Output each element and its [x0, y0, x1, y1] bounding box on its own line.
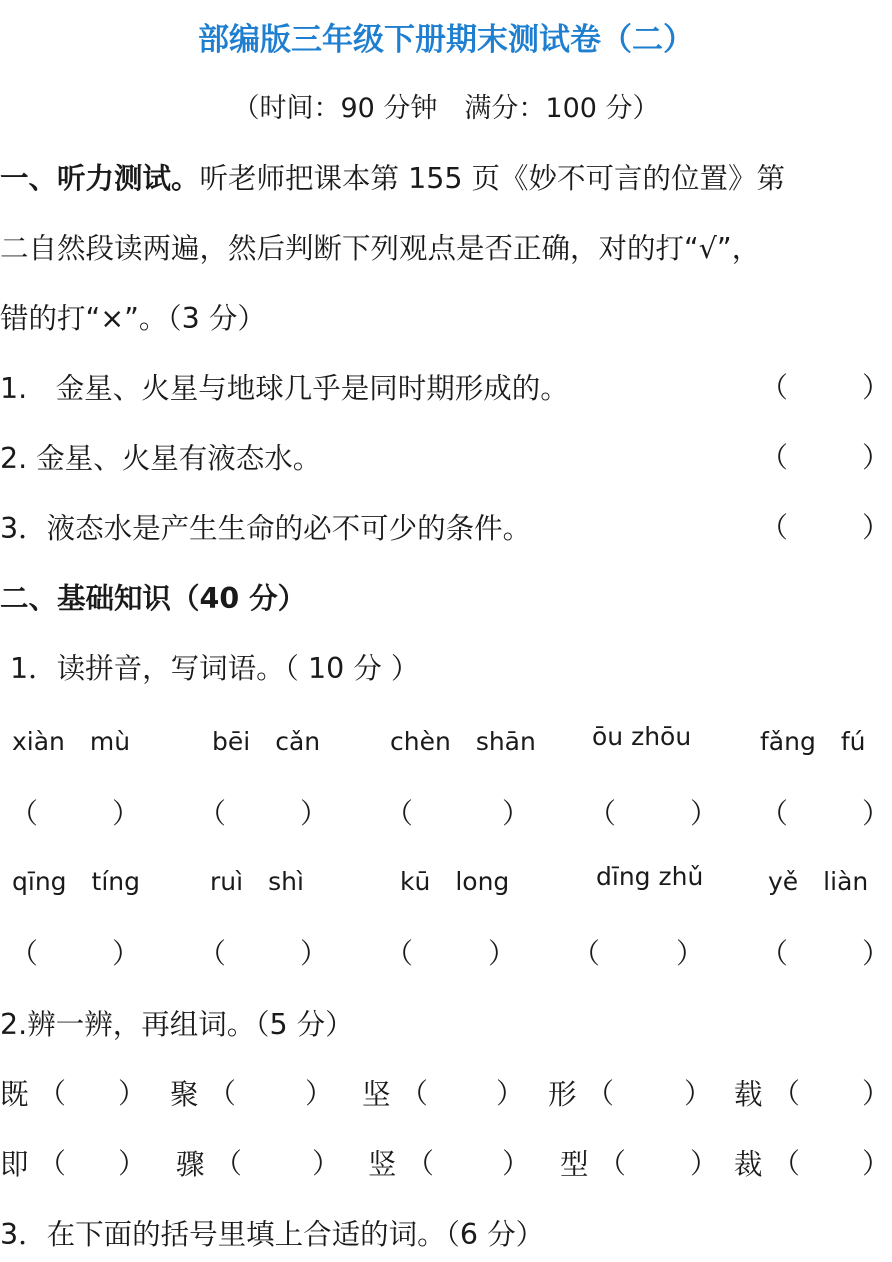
blank-open: （	[38, 1147, 67, 1180]
blank-open: （	[588, 797, 617, 830]
blank-close: ）	[112, 937, 141, 970]
blank-open: （	[10, 937, 39, 970]
blank-close: ）	[676, 937, 705, 970]
char-item: 聚	[170, 1078, 199, 1111]
char-item: 竖	[368, 1148, 397, 1181]
blank-open: （	[760, 797, 789, 830]
section2-heading: 二、基础知识（40 分）	[0, 582, 307, 615]
char-item: 既	[0, 1078, 29, 1111]
blank-close: ）	[305, 1077, 334, 1110]
pinyin-2: bēi cǎn	[212, 727, 321, 756]
blank-close: ）	[300, 797, 329, 830]
answer-open-3: （	[760, 511, 789, 544]
answer-open-1: （	[760, 371, 789, 404]
char-item: 骤	[176, 1148, 205, 1181]
blank-open: （	[198, 797, 227, 830]
blank-close: ）	[862, 1077, 891, 1110]
section1-text3: 错的打“×”。（3 分）	[0, 302, 266, 335]
blank-close: ）	[862, 797, 891, 830]
char-item: 型	[560, 1148, 589, 1181]
blank-close: ）	[862, 1147, 891, 1180]
blank-close: ）	[862, 937, 891, 970]
answer-close-3: ）	[862, 511, 891, 544]
blank-open: （	[214, 1147, 243, 1180]
blank-close: ）	[502, 797, 531, 830]
blank-open: （	[198, 937, 227, 970]
blank-open: （	[572, 937, 601, 970]
blank-open: （	[400, 1077, 429, 1110]
exam-info: （时间：90 分钟 满分：100 分）	[232, 93, 660, 124]
char-item: 裁	[734, 1148, 763, 1181]
blank-close: ）	[690, 797, 719, 830]
blank-open: （	[760, 937, 789, 970]
pinyin-9: dīng zhǔ	[596, 862, 704, 891]
answer-close-2: ）	[862, 441, 891, 474]
section1-text1: 听老师把课本第 155 页《妙不可言的位置》第	[199, 162, 786, 195]
blank-open: （	[38, 1077, 67, 1110]
blank-close: ）	[118, 1147, 147, 1180]
blank-open: （	[208, 1077, 237, 1110]
char-item: 即	[0, 1148, 29, 1181]
blank-close: ）	[690, 1147, 719, 1180]
blank-open: （	[772, 1147, 801, 1180]
answer-close-1: ）	[862, 371, 891, 404]
pinyin-3: chèn shān	[390, 727, 536, 756]
char-item: 坚	[362, 1078, 391, 1111]
char-item: 形	[548, 1078, 577, 1111]
blank-close: ）	[300, 937, 329, 970]
question-1: 1．读拼音，写词语。（ 10 分 ）	[10, 652, 420, 685]
answer-open-2: （	[760, 441, 789, 474]
blank-open: （	[406, 1147, 435, 1180]
blank-close: ）	[488, 937, 517, 970]
blank-open: （	[385, 937, 414, 970]
pinyin-6: qīng tíng	[12, 867, 140, 896]
listening-item-3: 3．液态水是产生生命的必不可少的条件。	[0, 512, 532, 545]
blank-close: ）	[496, 1077, 525, 1110]
section1-text2: 二自然段读两遍，然后判断下列观点是否正确，对的打“√”，	[0, 232, 761, 265]
pinyin-1: xiàn mù	[12, 727, 131, 756]
blank-open: （	[772, 1077, 801, 1110]
pinyin-8: kū long	[400, 867, 510, 896]
blank-close: ）	[118, 1077, 147, 1110]
pinyin-5: fǎng fú	[760, 727, 866, 756]
blank-close: ）	[502, 1147, 531, 1180]
question-3: 3．在下面的括号里填上合适的词。（6 分）	[0, 1218, 545, 1251]
blank-open: （	[598, 1147, 627, 1180]
listening-item-2: 2. 金星、火星有液态水。	[0, 442, 322, 475]
blank-close: ）	[684, 1077, 713, 1110]
char-item: 载	[734, 1078, 763, 1111]
blank-open: （	[10, 797, 39, 830]
page-title: 部编版三年级下册期末测试卷（二）	[198, 22, 694, 58]
blank-close: ）	[112, 797, 141, 830]
pinyin-10: yě liàn	[768, 867, 869, 896]
listening-item-1: 1. 金星、火星与地球几乎是同时期形成的。	[0, 372, 569, 405]
blank-open: （	[586, 1077, 615, 1110]
section1-line1	[0, 156, 785, 197]
section1-heading: 一、听力测试。	[0, 162, 200, 195]
blank-close: ）	[312, 1147, 341, 1180]
pinyin-4: ōu zhōu	[592, 722, 692, 751]
pinyin-7: ruì shì	[210, 867, 304, 896]
question-2: 2.辨一辨，再组词。（5 分）	[0, 1008, 354, 1041]
blank-open: （	[385, 797, 414, 830]
